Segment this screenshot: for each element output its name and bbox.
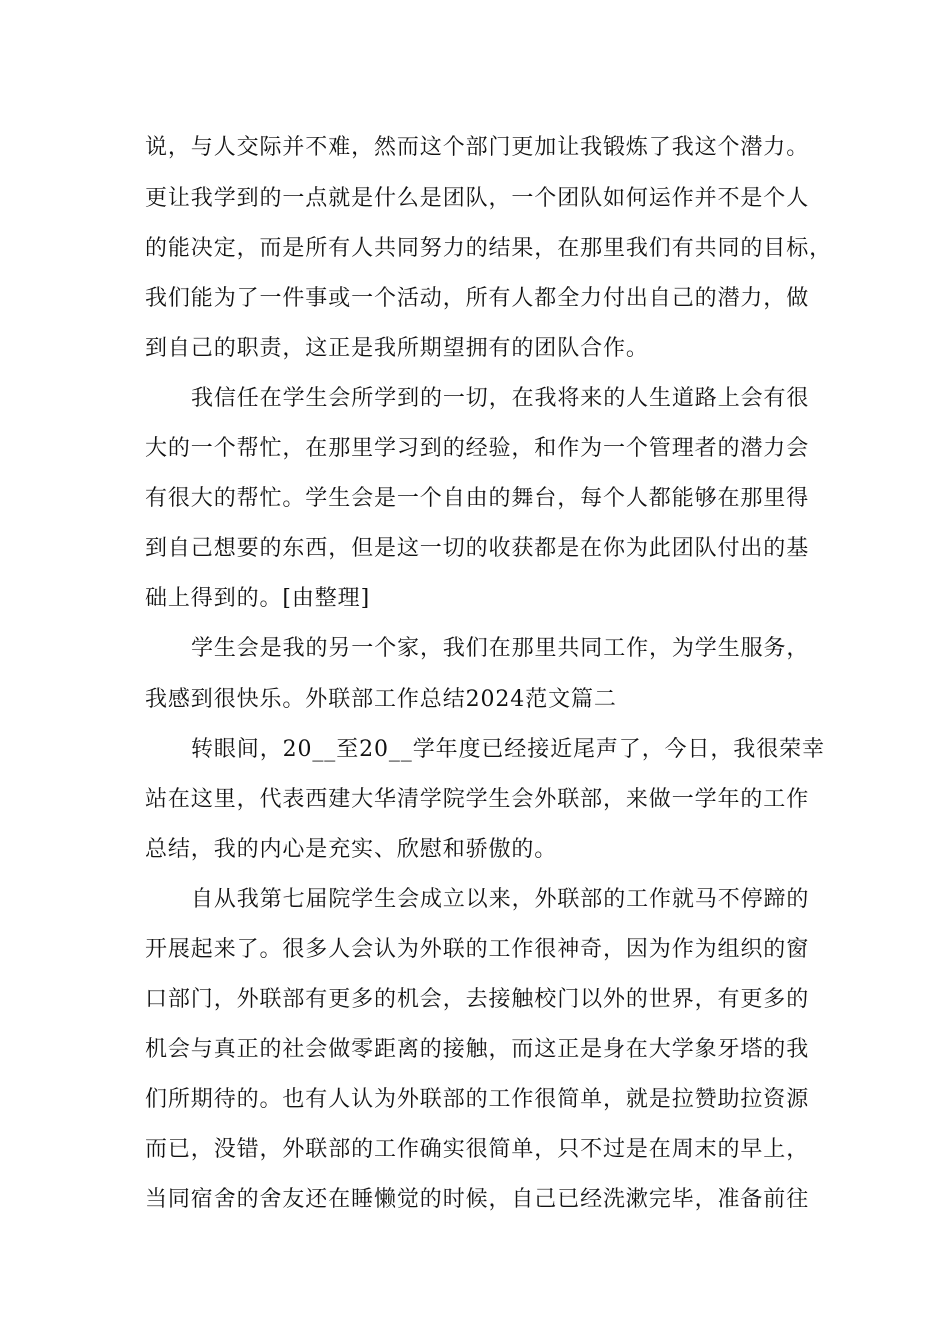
text-line-7: 大的一个帮忙，在那里学习到的经验，和作为一个管理者的潜力会 <box>145 436 810 461</box>
text-line-3: 的能决定，而是所有人共同努力的结果，在那里我们有共同的目标， <box>145 236 833 261</box>
text-line-13: 转眼间，20__至20__学年度已经接近尾声了，今日，我很荣幸 <box>191 737 825 762</box>
text-line-21: 而已，没错，外联部的工作确实很简单，只不过是在周末的早上， <box>145 1137 810 1162</box>
text-line-19: 机会与真正的社会做零距离的接触，而这正是身在大学象牙塔的我 <box>145 1037 810 1062</box>
text-line-11: 学生会是我的另一个家，我们在那里共同工作，为学生服务， <box>191 636 810 661</box>
text-line-12: 我感到很快乐。外联部工作总结2024范文篇二 <box>145 687 617 712</box>
text-line-14: 站在这里，代表西建大华清学院学生会外联部，来做一学年的工作 <box>145 787 810 812</box>
text-line-4: 我们能为了一件事或一个活动，所有人都全力付出自己的潜力，做 <box>145 286 810 311</box>
text-line-18: 口部门，外联部有更多的机会，去接触校门以外的世界，有更多的 <box>145 987 810 1012</box>
text-line-10: 础上得到的。[由整理] <box>145 586 371 611</box>
text-line-20: 们所期待的。也有人认为外联部的工作很简单，就是拉赞助拉资源 <box>145 1087 810 1112</box>
text-line-8: 有很大的帮忙。学生会是一个自由的舞台，每个人都能够在那里得 <box>145 486 810 511</box>
text-line-6: 我信任在学生会所学到的一切，在我将来的人生道路上会有很 <box>191 386 810 411</box>
text-line-1: 说，与人交际并不难，然而这个部门更加让我锻炼了我这个潜力。 <box>145 135 810 160</box>
text-line-2: 更让我学到的一点就是什么是团队，一个团队如何运作并不是个人 <box>145 186 810 211</box>
text-line-17: 开展起来了。很多人会认为外联的工作很神奇，因为作为组织的窗 <box>145 937 810 962</box>
text-line-22: 当同宿舍的舍友还在睡懒觉的时候，自己已经洗漱完毕，准备前往 <box>145 1187 810 1212</box>
text-line-16: 自从我第七届院学生会成立以来，外联部的工作就马不停蹄的 <box>191 887 810 912</box>
text-line-5: 到自己的职责，这正是我所期望拥有的团队合作。 <box>145 336 649 361</box>
text-line-15: 总结，我的内心是充实、欣慰和骄傲的。 <box>145 837 558 862</box>
text-line-9: 到自己想要的东西，但是这一切的收获都是在你为此团队付出的基 <box>145 536 810 561</box>
